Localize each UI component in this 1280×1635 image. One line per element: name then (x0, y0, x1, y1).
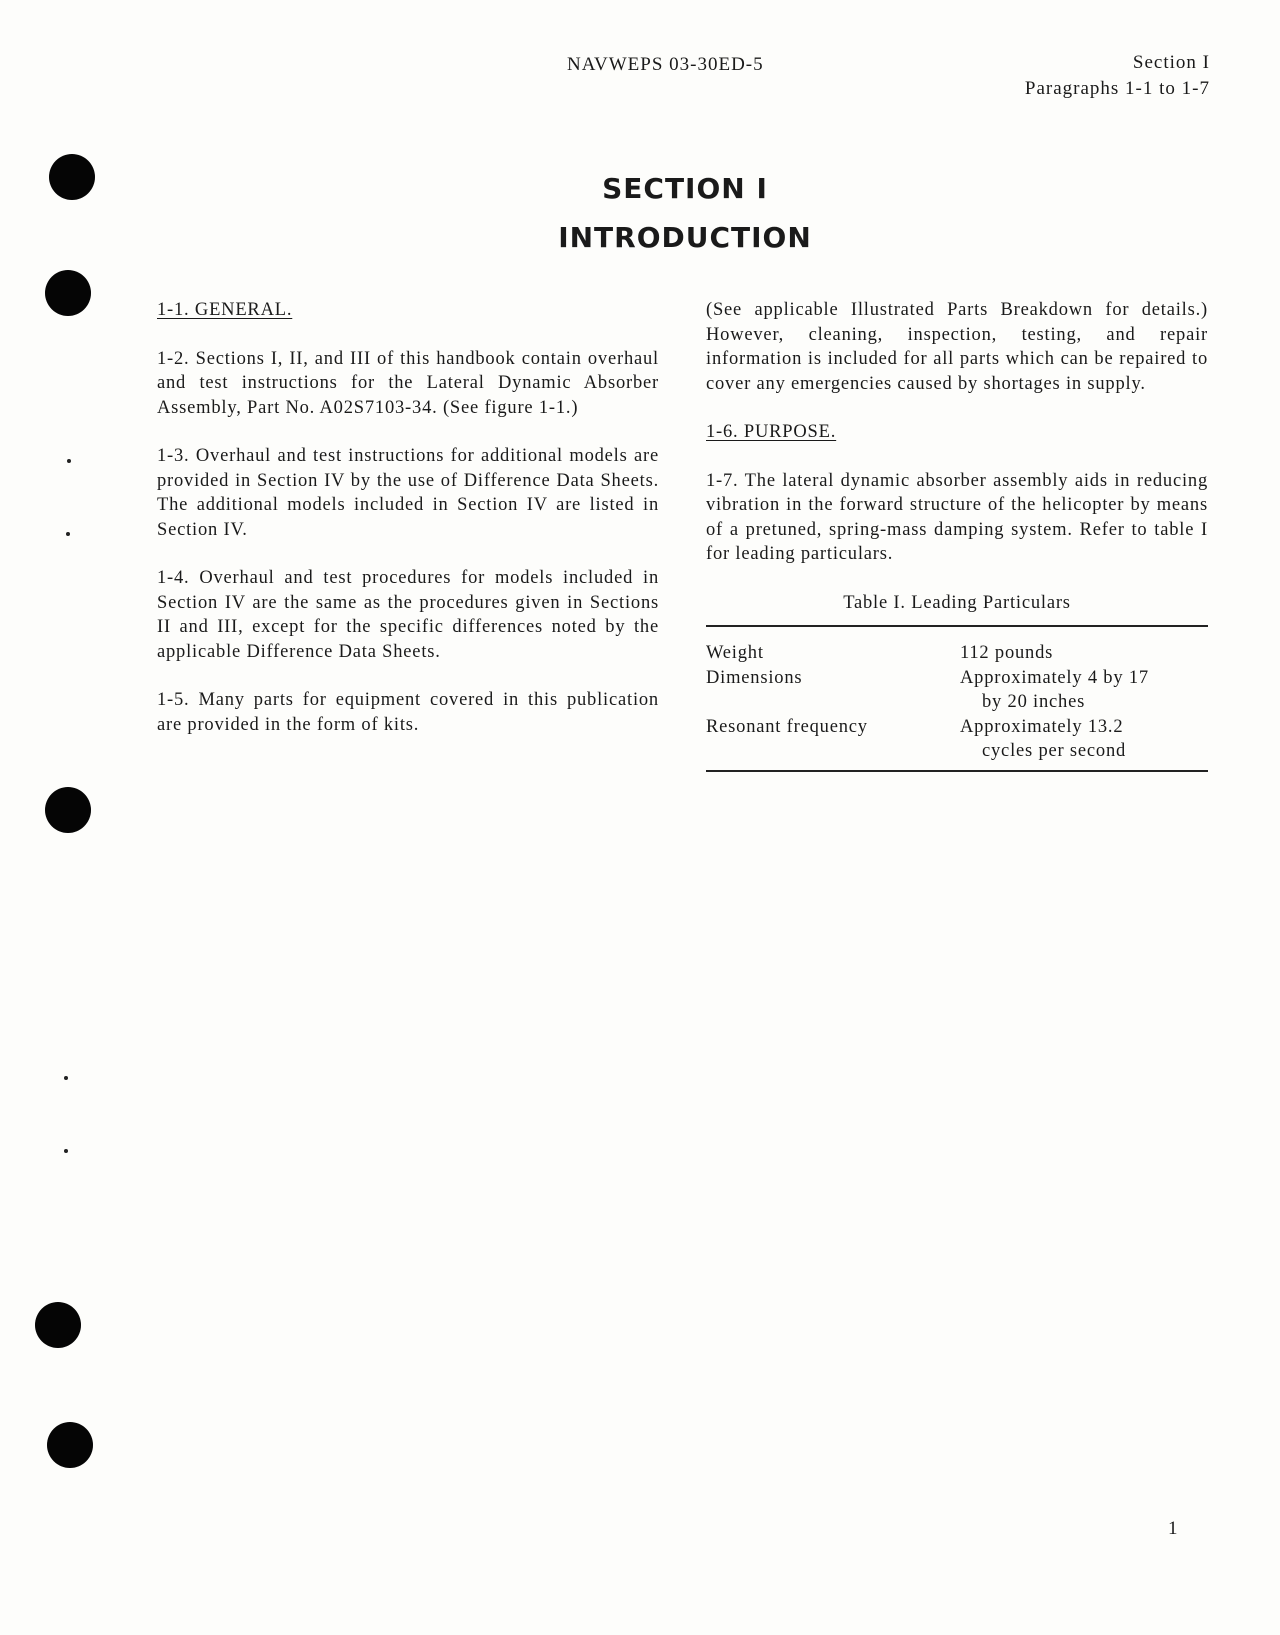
paragraph-1-5: 1-5. Many parts for equipment covered in this publication are provided in the form of kits. (157, 690, 659, 735)
binder-hole (35, 1302, 81, 1348)
speck (64, 1149, 68, 1153)
table-row (706, 641, 1208, 666)
binder-hole (45, 787, 91, 833)
row-value (960, 641, 1208, 666)
paragraph-1-5-continued: (See applicable Illustrated Parts Breakdown for details.) However, cleaning, inspection, testing, and repair information is included for all parts which can be repaired to cover any emergencies caused by shortages in supply. (706, 300, 1208, 394)
value-line: cycles per second (982, 741, 1127, 761)
table-row (706, 666, 1208, 715)
binder-hole (45, 270, 91, 316)
paragraph-range: Paragraphs 1-1 to 1-7 (1024, 78, 1210, 99)
section-label: Section I (1132, 52, 1210, 73)
leading-particulars-table (706, 625, 1208, 772)
value-line: Approximately 13.2 (960, 716, 1124, 737)
row-value (960, 666, 1208, 715)
row-label: Weight (706, 643, 764, 663)
value-line: Approximately 4 by 17 (960, 667, 1149, 688)
value-line: by 20 inches (982, 692, 1086, 712)
speck (66, 532, 70, 536)
page-number: 1 (1168, 1518, 1178, 1539)
speck (67, 459, 71, 463)
paragraph-1-2: 1-2. Sections I, II, and III of this handbook contain overhaul and test instructions for the Lateral Dynamic Absorber Assembly, Part No. A02S7103-34. (See figure 1-1.) (157, 348, 659, 418)
row-label: Resonant frequency (706, 716, 868, 737)
table-caption: Table I. Leading Particulars (843, 592, 1071, 613)
heading-purpose: 1-6. PURPOSE. (706, 422, 837, 442)
section-title: SECTION I (602, 172, 768, 205)
speck (64, 1076, 68, 1080)
heading-general: 1-1. GENERAL. (157, 300, 293, 320)
paragraph-1-3: 1-3. Overhaul and test instructions for additional models are provided in Section IV by the use of Difference Data Sheets. The additional models included in Section IV are listed in Section IV. (157, 446, 659, 540)
value-line: 112 pounds (960, 643, 1054, 663)
document-number: NAVWEPS 03-30ED-5 (567, 54, 764, 75)
row-label: Dimensions (706, 667, 803, 688)
binder-hole (47, 1422, 93, 1468)
row-value (960, 715, 1208, 764)
table-row (706, 715, 1208, 764)
section-subtitle: INTRODUCTION (558, 221, 812, 254)
right-column (706, 298, 1208, 772)
left-column (157, 298, 659, 761)
paragraph-1-4: 1-4. Overhaul and test procedures for models included in Section IV are the same as the procedures given in Sections II and III, except for the specific differences noted by the applicable Difference Data Sheets. (157, 568, 659, 662)
paragraph-1-7: 1-7. The lateral dynamic absorber assembly aids in reducing vibration in the forward structure of the helicopter by means of a pretuned, spring-mass damping system. Refer to table I for leading particulars. (706, 470, 1208, 564)
